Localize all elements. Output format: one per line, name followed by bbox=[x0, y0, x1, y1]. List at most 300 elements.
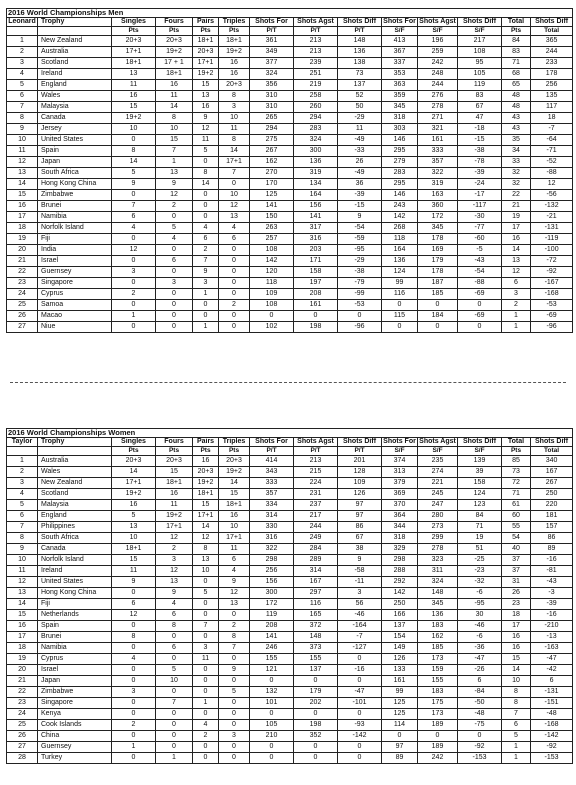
cell-pt-shots-for: 102 bbox=[250, 322, 294, 333]
cell-fours: 8 bbox=[156, 621, 193, 632]
cell-pairs: 9 bbox=[193, 113, 219, 124]
cell-country: Norfolk Island bbox=[38, 223, 112, 234]
cell-total-pts: 5 bbox=[502, 731, 531, 742]
cell-fours: 0 bbox=[156, 742, 193, 753]
cell-triples: 17+1 bbox=[219, 157, 250, 168]
cell-sf-shots-for: 268 bbox=[382, 223, 418, 234]
cell-pt-shots-agst: 136 bbox=[294, 157, 338, 168]
cell-pt-shots-agst: 213 bbox=[294, 456, 338, 467]
cell-singles: 20+3 bbox=[112, 456, 156, 467]
cell-pt-shots-diff: 9 bbox=[338, 212, 382, 223]
table-row bbox=[7, 467, 573, 478]
cell-sf-shots-agst: 173 bbox=[418, 654, 458, 665]
cell-singles: 19+2 bbox=[112, 113, 156, 124]
cell-sf-shots-diff: -69 bbox=[458, 311, 502, 322]
cell-rank: 27 bbox=[7, 322, 38, 333]
cell-pt-shots-for: 142 bbox=[250, 256, 294, 267]
cell-sf-shots-agst: 183 bbox=[418, 687, 458, 698]
cell-pt-shots-diff: -164 bbox=[338, 621, 382, 632]
cell-triples: 18+1 bbox=[219, 36, 250, 47]
cell-sf-shots-for: 337 bbox=[382, 58, 418, 69]
cell-sf-shots-for: 344 bbox=[382, 522, 418, 533]
cell-pt-shots-diff: 86 bbox=[338, 522, 382, 533]
cell-fours: 0 bbox=[156, 311, 193, 322]
cell-sf-shots-diff: -17 bbox=[458, 190, 502, 201]
cell-sf-shots-diff: -5 bbox=[458, 245, 502, 256]
cell-pairs: 1 bbox=[193, 698, 219, 709]
cell-pt-shots-diff: 148 bbox=[338, 36, 382, 47]
cell-total-pts: 6 bbox=[502, 278, 531, 289]
cell-sf-shots-agst: 245 bbox=[418, 489, 458, 500]
column-header-singles: Pts bbox=[112, 27, 156, 36]
cell-rank: 28 bbox=[7, 753, 38, 764]
cell-total-pts: 83 bbox=[502, 47, 531, 58]
cell-pt-shots-for: 356 bbox=[250, 80, 294, 91]
cell-pt-shots-for: 333 bbox=[250, 478, 294, 489]
cell-pt-shots-for: 109 bbox=[250, 289, 294, 300]
women-table-title: 2016 World Championships Women bbox=[7, 429, 573, 438]
cell-sf-shots-for: 133 bbox=[382, 665, 418, 676]
cell-rank: 2 bbox=[7, 467, 38, 478]
cell-country: Brunei bbox=[38, 632, 112, 643]
cell-sf-shots-for: 295 bbox=[382, 179, 418, 190]
cell-sf-shots-agst: 187 bbox=[418, 278, 458, 289]
cell-rank: 18 bbox=[7, 223, 38, 234]
cell-total-shots-diff: -100 bbox=[531, 245, 573, 256]
cell-pairs: 7 bbox=[193, 621, 219, 632]
cell-singles: 16 bbox=[112, 91, 156, 102]
cell-sf-shots-agst: 159 bbox=[418, 665, 458, 676]
cell-sf-shots-diff: 95 bbox=[458, 58, 502, 69]
cell-pt-shots-for: 275 bbox=[250, 135, 294, 146]
cell-country: Israel bbox=[38, 665, 112, 676]
cell-pt-shots-for: 155 bbox=[250, 654, 294, 665]
cell-pt-shots-for: 322 bbox=[250, 544, 294, 555]
cell-total-pts: 18 bbox=[502, 610, 531, 621]
cell-pt-shots-diff: 67 bbox=[338, 533, 382, 544]
cell-rank: 8 bbox=[7, 113, 38, 124]
cell-pt-shots-diff: 0 bbox=[338, 753, 382, 764]
column-header-sf-shots-diff: S/F bbox=[458, 447, 502, 456]
cell-total-pts: 13 bbox=[502, 256, 531, 267]
cell-fours: 9 bbox=[156, 588, 193, 599]
cell-pt-shots-agst: 0 bbox=[294, 753, 338, 764]
cell-pt-shots-diff: 26 bbox=[338, 157, 382, 168]
column-header-rank: Taylor bbox=[7, 438, 38, 447]
cell-total-pts: 7 bbox=[502, 709, 531, 720]
cell-singles: 16 bbox=[112, 500, 156, 511]
cell-sf-shots-diff: -39 bbox=[458, 168, 502, 179]
table-row bbox=[7, 643, 573, 654]
cell-pt-shots-diff: -142 bbox=[338, 731, 382, 742]
cell-total-shots-diff: -163 bbox=[531, 643, 573, 654]
column-header-total-shots-diff: Total bbox=[531, 447, 573, 456]
cell-triples: 11 bbox=[219, 124, 250, 135]
cell-country: Fiji bbox=[38, 599, 112, 610]
cell-pt-shots-agst: 156 bbox=[294, 201, 338, 212]
cell-pt-shots-agst: 297 bbox=[294, 588, 338, 599]
cell-sf-shots-diff: -6 bbox=[458, 588, 502, 599]
table-row bbox=[7, 36, 573, 47]
cell-country: New Zealand bbox=[38, 478, 112, 489]
cell-singles: 0 bbox=[112, 278, 156, 289]
cell-total-shots-diff: -7 bbox=[531, 124, 573, 135]
cell-pt-shots-for: 132 bbox=[250, 687, 294, 698]
cell-pt-shots-for: 118 bbox=[250, 278, 294, 289]
table-row bbox=[7, 113, 573, 124]
cell-sf-shots-agst: 280 bbox=[418, 511, 458, 522]
cell-pt-shots-agst: 208 bbox=[294, 289, 338, 300]
column-header-pairs: Pairs bbox=[193, 18, 219, 27]
cell-singles: 0 bbox=[112, 643, 156, 654]
cell-total-pts: 26 bbox=[502, 588, 531, 599]
cell-pt-shots-agst: 258 bbox=[294, 91, 338, 102]
cell-country: Scotland bbox=[38, 489, 112, 500]
cell-total-shots-diff: -88 bbox=[531, 168, 573, 179]
table-row bbox=[7, 47, 573, 58]
cell-pairs: 11 bbox=[193, 135, 219, 146]
cell-sf-shots-diff: 217 bbox=[458, 36, 502, 47]
cell-pt-shots-for: 349 bbox=[250, 47, 294, 58]
cell-fours: 14 bbox=[156, 102, 193, 113]
cell-fours: 0 bbox=[156, 300, 193, 311]
cell-rank: 10 bbox=[7, 135, 38, 146]
cell-total-shots-diff: -21 bbox=[531, 212, 573, 223]
cell-rank: 7 bbox=[7, 102, 38, 113]
women-results-table bbox=[6, 428, 573, 764]
cell-triples: 6 bbox=[219, 234, 250, 245]
cell-triples: 15 bbox=[219, 489, 250, 500]
cell-sf-shots-agst: 169 bbox=[418, 245, 458, 256]
cell-sf-shots-for: 370 bbox=[382, 500, 418, 511]
cell-country: Hong Kong China bbox=[38, 179, 112, 190]
column-header-pt-shots-diff: Shots Diff bbox=[338, 438, 382, 447]
table-row bbox=[7, 720, 573, 731]
column-header-total-shots-diff: Shots Diff bbox=[531, 438, 573, 447]
cell-triples: 17+1 bbox=[219, 533, 250, 544]
cell-sf-shots-diff: -92 bbox=[458, 742, 502, 753]
cell-pairs: 4 bbox=[193, 720, 219, 731]
cell-rank: 20 bbox=[7, 665, 38, 676]
table-row bbox=[7, 190, 573, 201]
cell-pairs: 0 bbox=[193, 676, 219, 687]
cell-pairs: 3 bbox=[193, 643, 219, 654]
cell-pt-shots-agst: 251 bbox=[294, 69, 338, 80]
cell-total-pts: 1 bbox=[502, 742, 531, 753]
cell-total-shots-diff: 220 bbox=[531, 500, 573, 511]
cell-fours: 20+3 bbox=[156, 36, 193, 47]
cell-pt-shots-agst: 213 bbox=[294, 47, 338, 58]
cell-sf-shots-diff: -60 bbox=[458, 234, 502, 245]
cell-singles: 1 bbox=[112, 311, 156, 322]
cell-rank: 17 bbox=[7, 212, 38, 223]
cell-total-shots-diff: -168 bbox=[531, 289, 573, 300]
cell-triples: 0 bbox=[219, 654, 250, 665]
cell-triples: 14 bbox=[219, 478, 250, 489]
table-row bbox=[7, 489, 573, 500]
cell-pairs: 5 bbox=[193, 146, 219, 157]
cell-pt-shots-diff: -96 bbox=[338, 322, 382, 333]
cell-country: Australia bbox=[38, 47, 112, 58]
cell-total-pts: 3 bbox=[502, 289, 531, 300]
cell-triples: 3 bbox=[219, 102, 250, 113]
cell-total-pts: 54 bbox=[502, 533, 531, 544]
cell-pairs: 0 bbox=[193, 201, 219, 212]
column-header-total-pts: Total bbox=[502, 438, 531, 447]
cell-sf-shots-diff: -24 bbox=[458, 179, 502, 190]
cell-sf-shots-for: 142 bbox=[382, 588, 418, 599]
cell-total-shots-diff: 250 bbox=[531, 489, 573, 500]
cell-rank: 21 bbox=[7, 256, 38, 267]
cell-sf-shots-for: 367 bbox=[382, 47, 418, 58]
cell-triples: 13 bbox=[219, 599, 250, 610]
cell-pt-shots-diff: -47 bbox=[338, 687, 382, 698]
cell-triples: 10 bbox=[219, 190, 250, 201]
cell-singles: 13 bbox=[112, 69, 156, 80]
cell-rank: 17 bbox=[7, 632, 38, 643]
cell-triples: 8 bbox=[219, 91, 250, 102]
cell-pt-shots-agst: 141 bbox=[294, 212, 338, 223]
men-header-row bbox=[7, 27, 573, 36]
cell-country: Japan bbox=[38, 157, 112, 168]
cell-singles: 0 bbox=[112, 190, 156, 201]
cell-pt-shots-diff: 3 bbox=[338, 588, 382, 599]
cell-sf-shots-agst: 148 bbox=[418, 588, 458, 599]
cell-triples: 0 bbox=[219, 179, 250, 190]
table-row bbox=[7, 256, 573, 267]
cell-total-pts: 22 bbox=[502, 190, 531, 201]
cell-pt-shots-diff: 136 bbox=[338, 47, 382, 58]
cell-singles: 3 bbox=[112, 687, 156, 698]
column-header-sf-shots-agst: S/F bbox=[418, 447, 458, 456]
cell-total-shots-diff: -168 bbox=[531, 720, 573, 731]
cell-fours: 17+1 bbox=[156, 522, 193, 533]
column-header-country: Trophy bbox=[38, 18, 112, 27]
cell-fours: 18+1 bbox=[156, 478, 193, 489]
cell-triples: 0 bbox=[219, 311, 250, 322]
cell-pt-shots-diff: -29 bbox=[338, 113, 382, 124]
cell-pt-shots-for: 105 bbox=[250, 720, 294, 731]
cell-sf-shots-for: 124 bbox=[382, 267, 418, 278]
cell-sf-shots-diff: -38 bbox=[458, 146, 502, 157]
cell-total-pts: 16 bbox=[502, 643, 531, 654]
table-row bbox=[7, 478, 573, 489]
women-championship-table bbox=[6, 428, 572, 764]
cell-pt-shots-for: 324 bbox=[250, 69, 294, 80]
cell-singles: 9 bbox=[112, 179, 156, 190]
cell-fours: 4 bbox=[156, 234, 193, 245]
cell-country: Canada bbox=[38, 113, 112, 124]
cell-sf-shots-agst: 136 bbox=[418, 610, 458, 621]
cell-sf-shots-agst: 321 bbox=[418, 124, 458, 135]
cell-pairs: 14 bbox=[193, 522, 219, 533]
column-header-triples: Triples bbox=[219, 438, 250, 447]
cell-total-pts: 17 bbox=[502, 621, 531, 632]
table-row bbox=[7, 676, 573, 687]
men-header-row bbox=[7, 18, 573, 27]
cell-sf-shots-agst: 242 bbox=[418, 753, 458, 764]
cell-total-pts: 60 bbox=[502, 511, 531, 522]
cell-pt-shots-diff: 97 bbox=[338, 511, 382, 522]
cell-fours: 19+2 bbox=[156, 47, 193, 58]
cell-sf-shots-for: 364 bbox=[382, 511, 418, 522]
cell-pairs: 0 bbox=[193, 687, 219, 698]
cell-sf-shots-diff: 19 bbox=[458, 533, 502, 544]
cell-country: Kenya bbox=[38, 709, 112, 720]
cell-sf-shots-agst: 278 bbox=[418, 544, 458, 555]
cell-sf-shots-for: 161 bbox=[382, 676, 418, 687]
cell-pt-shots-agst: 324 bbox=[294, 135, 338, 146]
cell-total-shots-diff: -72 bbox=[531, 256, 573, 267]
table-row bbox=[7, 731, 573, 742]
cell-singles: 0 bbox=[112, 234, 156, 245]
cell-country: Niue bbox=[38, 322, 112, 333]
cell-pt-shots-agst: 215 bbox=[294, 467, 338, 478]
cell-country: Jersey bbox=[38, 124, 112, 135]
table-row bbox=[7, 223, 573, 234]
table-row bbox=[7, 555, 573, 566]
cell-sf-shots-for: 288 bbox=[382, 566, 418, 577]
cell-pt-shots-for: 310 bbox=[250, 102, 294, 113]
cell-sf-shots-agst: 161 bbox=[418, 135, 458, 146]
women-header-row bbox=[7, 447, 573, 456]
cell-sf-shots-for: 303 bbox=[382, 124, 418, 135]
women-table-body bbox=[7, 429, 573, 764]
cell-total-shots-diff: -39 bbox=[531, 599, 573, 610]
cell-rank: 7 bbox=[7, 522, 38, 533]
cell-fours: 1 bbox=[156, 157, 193, 168]
page-divider bbox=[10, 382, 566, 383]
cell-rank: 22 bbox=[7, 267, 38, 278]
cell-pt-shots-agst: 352 bbox=[294, 731, 338, 742]
cell-country: Canada bbox=[38, 544, 112, 555]
cell-pt-shots-diff: 50 bbox=[338, 102, 382, 113]
cell-total-shots-diff: 117 bbox=[531, 102, 573, 113]
cell-singles: 1 bbox=[112, 742, 156, 753]
column-header-rank bbox=[7, 447, 38, 456]
column-header-fours: Fours bbox=[156, 18, 193, 27]
table-row bbox=[7, 179, 573, 190]
men-table-body bbox=[7, 9, 573, 333]
cell-total-shots-diff: -210 bbox=[531, 621, 573, 632]
cell-pairs: 2 bbox=[193, 731, 219, 742]
cell-pt-shots-diff: 0 bbox=[338, 742, 382, 753]
cell-total-pts: 71 bbox=[502, 489, 531, 500]
cell-rank: 19 bbox=[7, 654, 38, 665]
cell-triples: 20+3 bbox=[219, 80, 250, 91]
column-header-pt-shots-agst: Shots Agst bbox=[294, 438, 338, 447]
cell-total-pts: 12 bbox=[502, 267, 531, 278]
cell-total-pts: 85 bbox=[502, 456, 531, 467]
cell-sf-shots-diff: 71 bbox=[458, 522, 502, 533]
cell-fours: 10 bbox=[156, 676, 193, 687]
cell-singles: 8 bbox=[112, 146, 156, 157]
cell-sf-shots-diff: 123 bbox=[458, 500, 502, 511]
cell-total-shots-diff: -47 bbox=[531, 654, 573, 665]
cell-rank: 21 bbox=[7, 676, 38, 687]
cell-pt-shots-diff: 201 bbox=[338, 456, 382, 467]
cell-total-shots-diff: -131 bbox=[531, 223, 573, 234]
men-results-table bbox=[6, 8, 573, 333]
cell-pt-shots-diff: 0 bbox=[338, 311, 382, 322]
cell-pt-shots-diff: -29 bbox=[338, 256, 382, 267]
column-header-pt-shots-diff: P/T bbox=[338, 27, 382, 36]
cell-fours: 0 bbox=[156, 731, 193, 742]
cell-pt-shots-agst: 0 bbox=[294, 311, 338, 322]
cell-rank: 19 bbox=[7, 234, 38, 245]
cell-sf-shots-for: 292 bbox=[382, 577, 418, 588]
cell-pt-shots-agst: 158 bbox=[294, 267, 338, 278]
cell-singles: 15 bbox=[112, 102, 156, 113]
column-header-pt-shots-diff: Shots Diff bbox=[338, 18, 382, 27]
cell-triples: 8 bbox=[219, 135, 250, 146]
column-header-sf-shots-for: Shots For bbox=[383, 438, 416, 445]
cell-pt-shots-agst: 237 bbox=[294, 500, 338, 511]
cell-sf-shots-for: 369 bbox=[382, 489, 418, 500]
cell-pairs: 16 bbox=[193, 456, 219, 467]
cell-fours: 15 bbox=[156, 467, 193, 478]
cell-total-shots-diff: -69 bbox=[531, 311, 573, 322]
cell-pairs: 2 bbox=[193, 245, 219, 256]
cell-country: Brunei bbox=[38, 201, 112, 212]
table-row bbox=[7, 311, 573, 322]
cell-pt-shots-for: 0 bbox=[250, 742, 294, 753]
cell-fours: 7 bbox=[156, 698, 193, 709]
column-header-pairs: Pairs bbox=[193, 438, 219, 447]
cell-total-pts: 72 bbox=[502, 478, 531, 489]
cell-pairs: 0 bbox=[193, 599, 219, 610]
cell-singles: 9 bbox=[112, 577, 156, 588]
cell-fours: 20+3 bbox=[156, 456, 193, 467]
cell-total-pts: 65 bbox=[502, 80, 531, 91]
cell-total-shots-diff: -42 bbox=[531, 665, 573, 676]
cell-sf-shots-for: 142 bbox=[382, 212, 418, 223]
cell-sf-shots-for: 318 bbox=[382, 533, 418, 544]
cell-total-pts: 31 bbox=[502, 577, 531, 588]
cell-singles: 0 bbox=[112, 709, 156, 720]
cell-total-shots-diff: 340 bbox=[531, 456, 573, 467]
cell-sf-shots-agst: 247 bbox=[418, 500, 458, 511]
cell-rank: 24 bbox=[7, 289, 38, 300]
cell-singles: 2 bbox=[112, 289, 156, 300]
cell-fours: 0 bbox=[156, 720, 193, 731]
cell-pt-shots-agst: 317 bbox=[294, 223, 338, 234]
cell-triples: 10 bbox=[219, 522, 250, 533]
cell-rank: 1 bbox=[7, 456, 38, 467]
cell-pt-shots-diff: 128 bbox=[338, 467, 382, 478]
cell-pairs: 4 bbox=[193, 223, 219, 234]
cell-fours: 5 bbox=[156, 665, 193, 676]
cell-pt-shots-diff: -33 bbox=[338, 146, 382, 157]
cell-singles: 5 bbox=[112, 168, 156, 179]
cell-fours: 0 bbox=[156, 289, 193, 300]
table-row bbox=[7, 157, 573, 168]
cell-pairs: 0 bbox=[193, 157, 219, 168]
cell-pairs: 19+2 bbox=[193, 69, 219, 80]
cell-country: Singapore bbox=[38, 698, 112, 709]
cell-triples: 12 bbox=[219, 201, 250, 212]
cell-pt-shots-diff: 0 bbox=[338, 654, 382, 665]
column-header-sf-shots-agst: Shots Agst bbox=[419, 438, 456, 445]
cell-singles: 6 bbox=[112, 212, 156, 223]
cell-pt-shots-diff: 36 bbox=[338, 179, 382, 190]
cell-singles: 15 bbox=[112, 555, 156, 566]
cell-sf-shots-for: 329 bbox=[382, 544, 418, 555]
cell-pairs: 15 bbox=[193, 80, 219, 91]
table-row bbox=[7, 102, 573, 113]
cell-sf-shots-agst: 274 bbox=[418, 467, 458, 478]
cell-sf-shots-diff: 67 bbox=[458, 102, 502, 113]
